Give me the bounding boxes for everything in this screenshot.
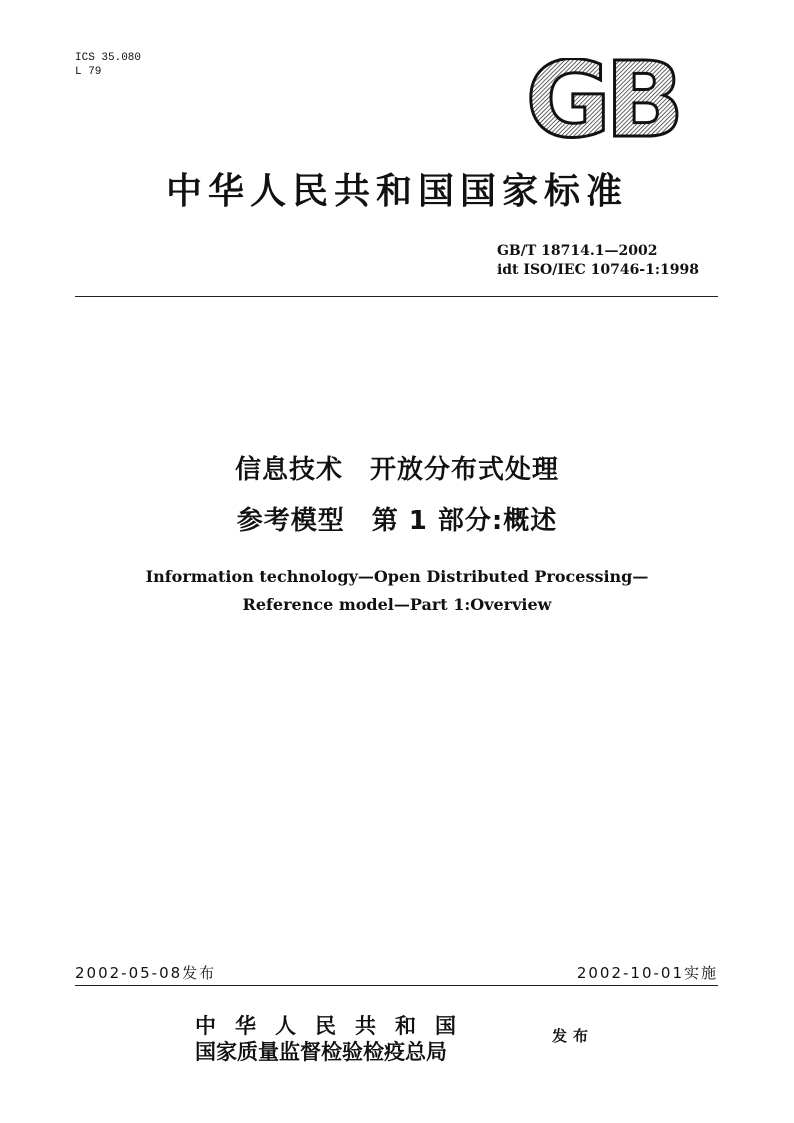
title-cn-line2: 参考模型 第 1 部分:概述 (236, 506, 558, 536)
classification-codes (75, 51, 141, 79)
issuer-block (195, 1013, 475, 1065)
main-title: 中华人民共和国国家标准 (165, 170, 628, 212)
header-divider (75, 296, 718, 297)
issue-date: 2002-05-08发布 (75, 964, 217, 982)
standard-equivalence: idt ISO/IEC 10746-1:1998 (496, 262, 699, 278)
title-en-line2: Reference model—Part 1:Overview (242, 595, 552, 614)
standard-codes (497, 242, 699, 280)
issuer-line1: 中华人民共和国 (195, 1013, 475, 1038)
issuer-action: 发布 (552, 1027, 595, 1045)
footer-divider (75, 985, 718, 986)
issuer-line2: 国家质量监督检验检疫总局 (195, 1039, 447, 1064)
ics-code: ICS 35.080 (75, 52, 142, 64)
title-en-line1: Information technology—Open Distributed Processing— (145, 567, 649, 586)
implementation-date: 2002-10-01实施 (576, 964, 718, 982)
title-cn-line1: 信息技术 开放分布式处理 (234, 455, 559, 485)
gb-logo (524, 58, 680, 142)
gb-logo-letters: GB (525, 58, 679, 142)
ccs-code: L 79 (75, 66, 102, 78)
standard-number: GB/T 18714.1—2002 (496, 243, 658, 259)
